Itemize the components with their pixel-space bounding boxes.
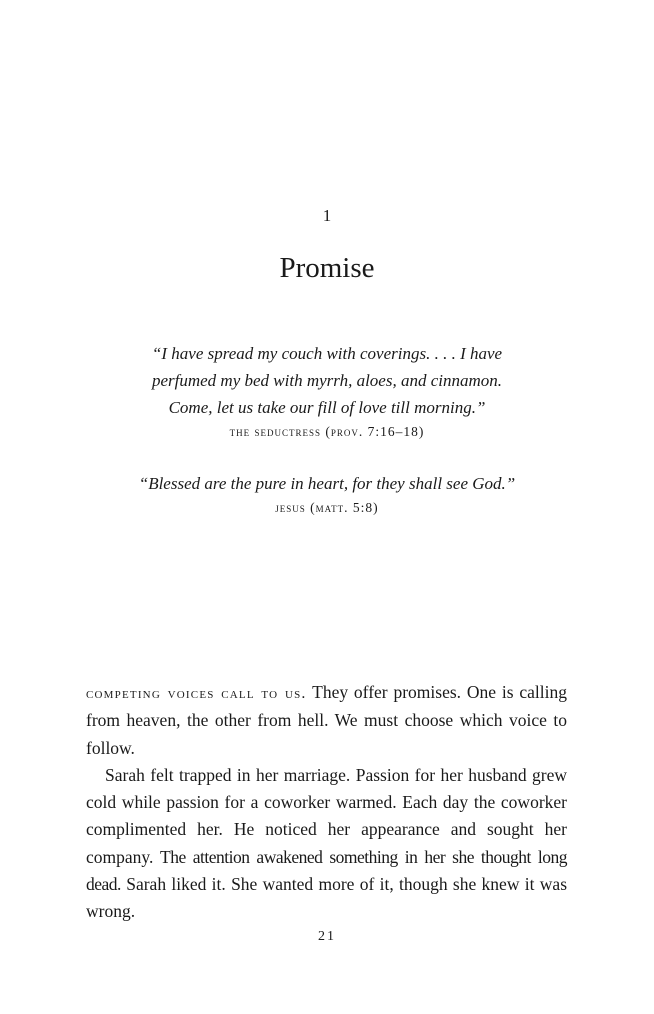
paragraph-2-text: Sarah felt trapped in her marriage. Passion for her husband grew cold while passion for a coworker warmed. Each day the coworker complimented her. He noticed her appearance and sought her company. <box>86 764 567 867</box>
paragraph-1-text: They offer promises. One is calling from heaven, the other from hell. We must choose which voice to follow. <box>86 682 567 758</box>
lead-in-small-caps: competing voices call to us. <box>86 685 307 702</box>
page-number: 21 <box>318 929 336 944</box>
epigraph-source: jesus (matt. 5:8) <box>275 500 379 515</box>
epigraph-line: Come, let us take our fill of love till morning.” <box>168 398 486 417</box>
epigraph-seductress <box>0 340 654 443</box>
paragraph-2-text-end: Sarah liked it. She wanted more of it, though she knew it was wrong. <box>86 874 567 922</box>
paragraph-2-text-tight: The attention awakened something in her she thought long dead. <box>86 846 567 895</box>
body-text <box>86 679 567 926</box>
epigraph-line: “Blessed are the pure in heart, for they shall see God.” <box>138 474 516 493</box>
paragraph-2 <box>86 762 567 926</box>
epigraph-line: perfumed my bed with myrrh, aloes, and cinnamon. <box>151 371 503 390</box>
epigraph-line: “I have spread my couch with coverings. . . . I have <box>151 344 503 363</box>
chapter-title: Promise <box>279 252 375 284</box>
paragraph-1 <box>86 679 567 762</box>
epigraph-source: the seductress (prov. 7:16–18) <box>229 424 425 439</box>
chapter-number: 1 <box>322 206 332 225</box>
epigraph-jesus <box>0 470 654 519</box>
